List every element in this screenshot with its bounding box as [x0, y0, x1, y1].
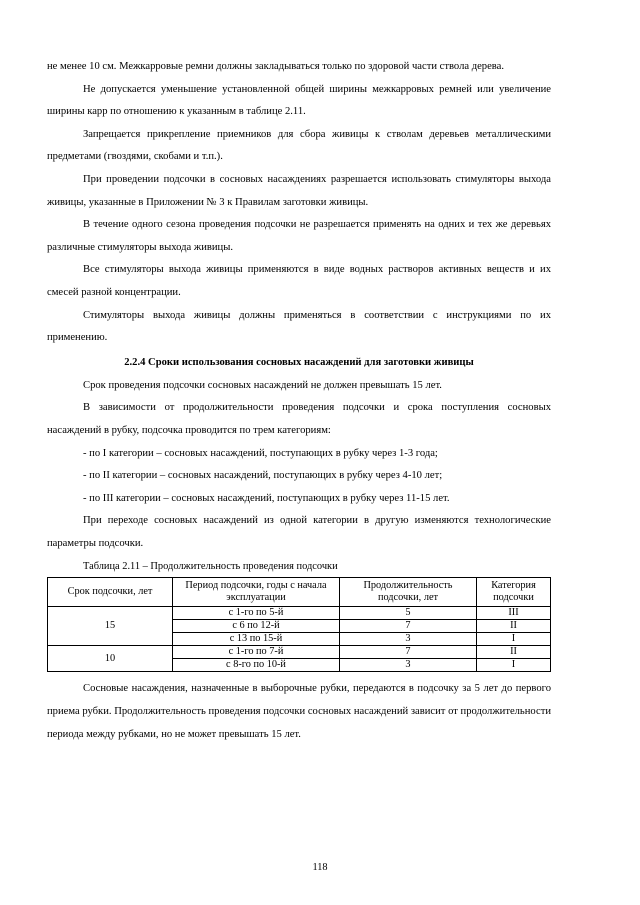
paragraph: Стимуляторы выхода живицы должны применяться в соответствии с инструкциями по их применению.	[47, 309, 551, 344]
table-caption: Таблица 2.11 – Продолжительность проведения подсочки	[83, 561, 338, 573]
category-cell: II	[477, 646, 551, 659]
category-cell: III	[477, 607, 551, 620]
paragraph: В зависимости от продолжительности проведения подсочки и срока поступления сосновых насаждений в рубку, подсочка проводится по трем категориям:	[47, 402, 551, 436]
duration-cell: 3	[340, 659, 477, 672]
duration-cell: 7	[340, 646, 477, 659]
term-cell: 10	[48, 646, 173, 672]
category-cell: I	[477, 659, 551, 672]
table-header-row	[48, 578, 551, 607]
list-item: - по II категории – сосновых насаждений, поступающих в рубку через 4-10 лет;	[83, 470, 443, 482]
paragraph: Все стимуляторы выхода живицы применяются в виде водных растворов активных веществ и их смесей разной концентрации.	[47, 264, 551, 298]
category-cell: II	[477, 620, 551, 633]
period-cell: с 6 по 12-й	[173, 620, 340, 633]
header-cell: Срок подсочки, лет	[48, 578, 173, 607]
header-cell: Категория подсочки	[477, 578, 551, 607]
page-number: 118	[312, 862, 328, 873]
period-cell: с 13 по 15-й	[173, 633, 340, 646]
duration-cell: 7	[340, 620, 477, 633]
duration-cell: 3	[340, 633, 477, 646]
period-cell: с 1-го по 7-й	[173, 646, 340, 659]
paragraph: При переходе сосновых насаждений из одной категории в другую изменяются технологические параметры подсочки.	[47, 515, 551, 549]
paragraph: Не допускается уменьшение установленной общей ширины межкарровых ремней или увеличение ширины карр по отношению к указанным в таблице 2.11.	[47, 83, 551, 118]
paragraph: не менее 10 см. Межкарровые ремни должны закладываться только по здоровой части ствола дерева.	[47, 61, 505, 72]
term-cell: 15	[48, 607, 173, 646]
paragraph: В течение одного сезона проведения подсочки не разрешается применять на одних и тех же деревьях различные стимуляторы выхода живицы.	[47, 219, 551, 253]
table-row	[48, 607, 551, 620]
table-row	[48, 646, 551, 659]
category-cell: I	[477, 633, 551, 646]
list-item: - по III категории – сосновых насаждений, поступающих в рубку через 11-15 лет.	[83, 492, 450, 504]
period-cell: с 1-го по 5-й	[173, 607, 340, 620]
header-cell: Период подсочки, годы с начала эксплуатации	[173, 578, 340, 607]
paragraph: Сосновые насаждения, назначенные в выборочные рубки, передаются в подсочку за 5 лет до первого приема рубки. Продолжительность проведения подсочки сосновых насаждений зависит от продолжительности периода между рубками, но не может превышать 15 лет.	[47, 683, 551, 740]
duration-table	[47, 577, 551, 672]
paragraph: Запрещается прикрепление приемников для сбора живицы к стволам деревьев металлическими предметами (гвоздями, скобами и т.п.).	[47, 128, 551, 163]
section-heading: 2.2.4 Сроки использования сосновых насаждений для заготовки живицы	[124, 356, 474, 368]
period-cell: с 8-го по 10-й	[173, 659, 340, 672]
paragraph: Срок проведения подсочки сосновых насаждений не должен превышать 15 лет.	[83, 379, 442, 391]
duration-cell: 5	[340, 607, 477, 620]
list-item: - по I категории – сосновых насаждений, поступающих в рубку через 1-3 года;	[83, 447, 438, 459]
paragraph: При проведении подсочки в сосновых насаждениях разрешается использовать стимуляторы выхода живицы, указанные в Приложении № 3 к Правилам заготовки живицы.	[47, 173, 551, 208]
header-cell: Продолжительность подсочки, лет	[340, 578, 477, 607]
document-page	[47, 56, 551, 746]
